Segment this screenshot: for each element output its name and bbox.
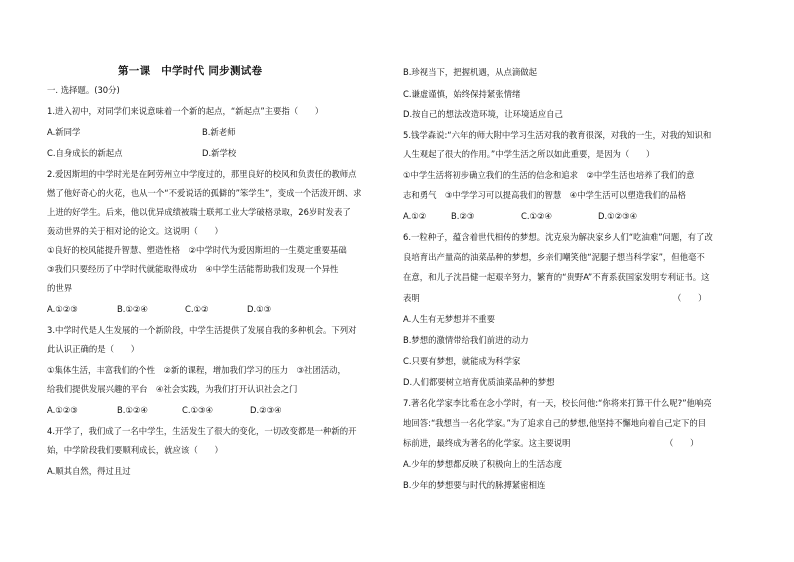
q3-line-1: 3.中学时代是人生发展的一个新阶段，中学生活提供了发展自我的多种机会。下列对	[47, 325, 357, 335]
q7-option-b[interactable]: B.少年的梦想要与时代的脉搏紧密相连	[403, 480, 546, 490]
q2-line-3: 上进的好学生。后来，他以优异成绩被瑞士联邦工业大学破格录取，26岁时发表了	[47, 207, 351, 217]
page-title: 第一课 中学时代 同步测试卷	[118, 65, 263, 77]
q5-line-4: 志和勇气 ③中学学习可以提高我们的智慧 ④中学生活可以塑造我们的品格	[403, 190, 687, 200]
q7-option-a[interactable]: A.少年的梦想都反映了积极向上的生活态度	[403, 459, 562, 469]
q4-line-2: 始，中学阶段我们要顺利成长，就应该（ ）	[47, 445, 223, 455]
q1-option-a[interactable]: A.新同学	[47, 127, 81, 137]
q3-line-3: ①集体生活，丰富我们的个性 ②新的课程，增加我们学习的压力 ③社团活动，	[47, 365, 346, 375]
q1-option-d[interactable]: D.新学校	[202, 148, 237, 158]
q3-option-c[interactable]: C.①③④	[182, 405, 214, 415]
q2-option-b[interactable]: B.①②④	[117, 304, 148, 314]
q4-line-1: 4.开学了，我们成了一名中学生，生活发生了很大的变化，一切改变都是一种新的开	[47, 426, 357, 436]
q6-line-3: 在意，和儿子沈昌健一起艰辛努力，繁育的“贵野A”不育系获国家发明专利证书。这	[403, 272, 710, 282]
q5-option-c[interactable]: C.①②④	[521, 211, 553, 221]
q2-line-7: 的世界	[47, 283, 73, 293]
q4-option-a[interactable]: A.顺其自然，得过且过	[47, 466, 131, 476]
q2-option-d[interactable]: D.①③	[247, 304, 272, 314]
q2-line-6: ③我们只要经历了中学时代就能取得成功 ④中学生活能帮助我们发现一个异性	[47, 264, 339, 274]
q3-option-a[interactable]: A.①②③	[47, 405, 78, 415]
q6-option-c[interactable]: C.只要有梦想，就能成为科学家	[403, 356, 521, 366]
q7-answer-paren[interactable]: （ ）	[665, 438, 699, 448]
q5-option-d[interactable]: D.①②③④	[598, 211, 638, 221]
q1-option-c[interactable]: C.自身成长的新起点	[47, 148, 123, 158]
q3-option-d[interactable]: D.②③④	[250, 405, 282, 415]
q5-option-a[interactable]: A.①②	[403, 211, 427, 221]
q4-option-c[interactable]: C.谦虚谨慎，始终保持紧张情绪	[403, 89, 521, 99]
q3-option-b[interactable]: B.①②④	[117, 405, 148, 415]
q2-option-c[interactable]: C.①②	[185, 304, 209, 314]
q6-option-a[interactable]: A.人生有无梦想并不重要	[403, 314, 495, 324]
q1-stem: 1.进入初中，对同学们来说意味着一个新的起点，“新起点”主要指（ ）	[47, 106, 324, 116]
q1-option-b[interactable]: B.新老师	[202, 127, 236, 137]
q5-option-b[interactable]: B.②③	[451, 211, 475, 221]
q6-option-d[interactable]: D.人们都要树立培育优质油菜品种的梦想	[403, 377, 555, 387]
q5-line-2: 人生观起了很大的作用。”中学生活之所以如此重要，是因为（ ）	[403, 149, 655, 159]
q2-line-4: 轰动世界的关于相对论的论文。这说明（ ）	[47, 226, 223, 236]
q2-line-2: 燃了他好奇心的火花，也从一个“不爱说话的孤僻的”笨学生”，变成一个活泼开朗、求	[47, 188, 362, 198]
q5-line-1: 5.钱学森说:“六年的师大附中学习生活对我的教育很深，对我的一生，对我的知识和	[403, 130, 712, 140]
q4-option-d[interactable]: D.按自己的想法改造环境，让环境适应自己	[403, 109, 563, 119]
q3-line-2: 此认识正确的是（ ）	[47, 344, 140, 354]
q7-line-3: 标前进，最终成为著名的化学家。这主要说明	[403, 438, 571, 448]
q2-option-a[interactable]: A.①②③	[47, 304, 78, 314]
q4-option-b[interactable]: B.珍视当下，把握机遇，从点滴做起	[403, 67, 538, 77]
q2-line-5: ①良好的校风能提升智慧、塑造性格 ②中学时代为爱因斯坦的一生奠定重要基础	[47, 245, 347, 255]
q6-line-4: 表明	[403, 293, 420, 303]
q7-line-2: 地回答:“我想当一名化学家。”为了追求自己的梦想,他坚持不懈地向着自己定下的目	[403, 418, 707, 428]
q3-line-4: 给我们提供发展兴趣的平台 ④社会实践，为我们打开认识社会之门	[47, 384, 298, 394]
q2-line-1: 2.爱因斯坦的中学时光是在阿劳州立中学度过的，那里良好的校风和负责任的教师点	[47, 169, 357, 179]
q7-line-1: 7.著名化学家李比希在念小学时，有一天，校长问他:“你将来打算干什么呢?”他响亮	[403, 398, 712, 408]
q6-option-b[interactable]: B.梦想的激情带给我们前进的动力	[403, 335, 529, 345]
q6-line-2: 良培育出产量高的油菜品种的梦想，乡亲们嘲笑他“泥腿子想当科学家”，但他毫不	[403, 252, 705, 262]
section-heading: 一. 选择题。(30分)	[47, 85, 120, 95]
q6-answer-paren[interactable]: （ ）	[673, 293, 707, 303]
q5-line-3: ①中学生活将初步确立我们的生活的信念和追求 ②中学生活也培养了我们的意	[403, 170, 695, 180]
q6-line-1: 6.一粒种子，蕴含着世代相传的梦想。沈克泉为解决家乡人们“吃油难”问题，有了改	[403, 232, 713, 242]
